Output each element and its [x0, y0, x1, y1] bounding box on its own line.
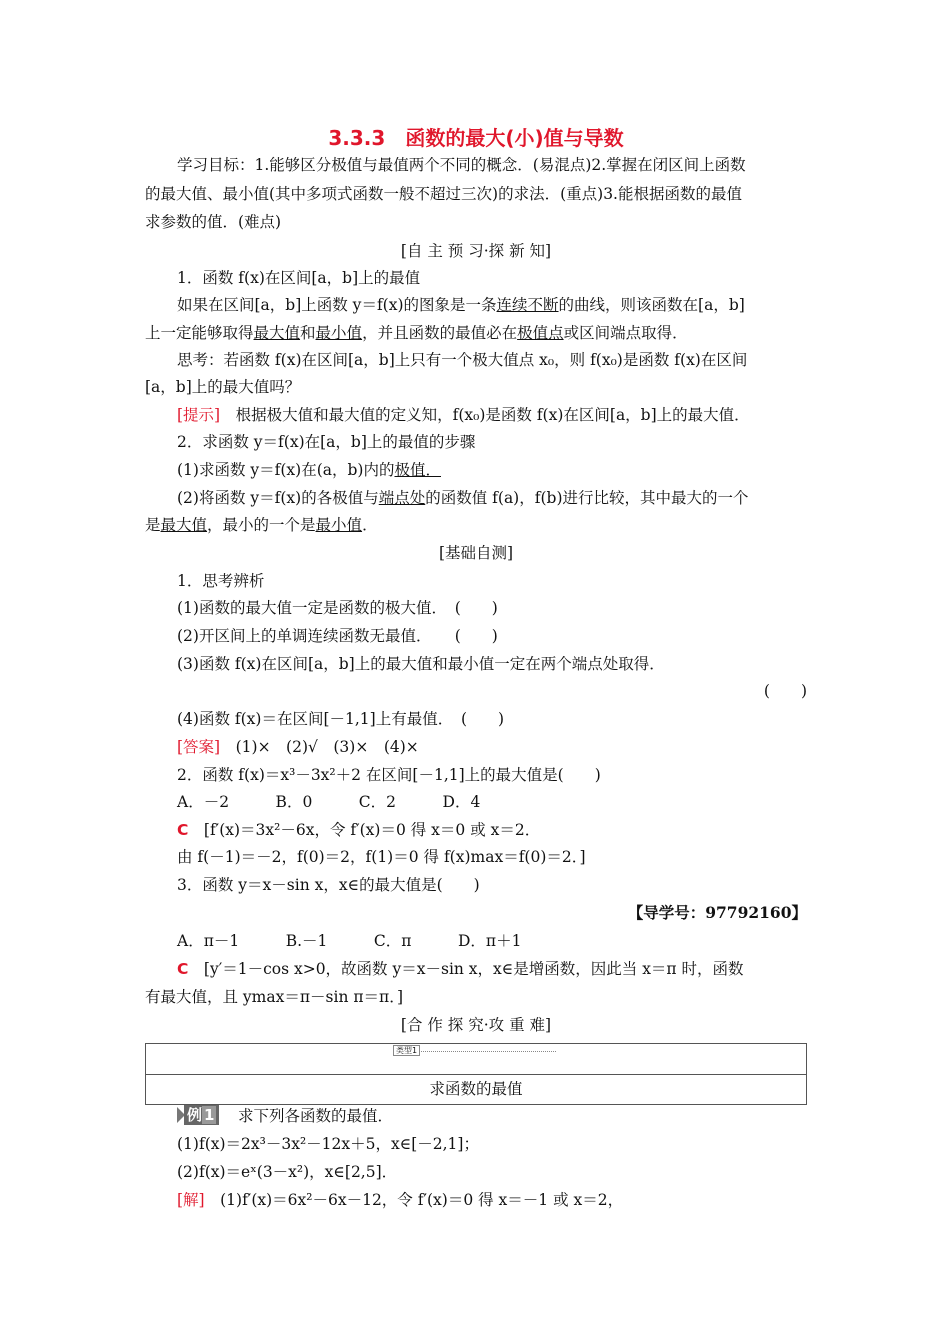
hint-tag: [提示]	[177, 406, 221, 424]
q1-item4: (4)函数 f(x)＝在区间[－1,1]上有最值． ( )	[177, 710, 505, 728]
blank-extreme-point: 极值点	[517, 324, 564, 342]
type-tag: 类型1	[393, 1045, 420, 1056]
type-label: 求函数的最值	[429, 1080, 523, 1098]
think-question-line2: [a，b]上的最大值吗？	[145, 378, 301, 396]
blank-continuous: 连续不断	[496, 296, 559, 314]
point1-heading: 1．函数 f(x)在区间[a，b]上的最值	[177, 269, 421, 287]
q3-guide-number: 【导学号：97792160】	[627, 903, 807, 922]
point1-line2: 上一定能够取得最大值和最小值，并且函数的最值必在极值点或区间端点取得．	[145, 324, 688, 342]
q2-solution-line2: 由 f(－1)＝－2，f(0)＝2，f(1)＝0 得 f(x)max＝f(0)＝2．]	[177, 848, 586, 866]
type-box	[145, 1043, 807, 1105]
q1-item3-bracket: ( )	[763, 682, 807, 700]
point2-step2-cont: 是最大值，最小的一个是最小值．	[145, 516, 378, 534]
q1-item1: (1)函数的最大值一定是函数的极大值． ( )	[177, 599, 498, 617]
example-badge	[177, 1105, 227, 1125]
learning-goals-line1: 学习目标：1.能够区分极值与最值两个不同的概念．(易混点)2.掌握在闭区间上函数	[177, 156, 746, 174]
q2-solution-line1: C [f′(x)＝3x²－6x，令 f′(x)＝0 得 x＝0 或 x＝2．	[177, 821, 541, 839]
example-stem: 求下列各函数的最值．	[238, 1107, 394, 1125]
hint-line: [提示] 根据极大值和最大值的定义知，f(x₀)是函数 f(x)在区间[a，b]上的最大值．	[177, 406, 750, 424]
point2-heading: 2．求函数 y＝f(x)在[a，b]上的最值的步骤	[177, 433, 476, 451]
section-heading-selftest: [基础自测]	[438, 544, 514, 562]
q2-answer-letter: C	[177, 821, 189, 839]
q1-heading: 1．思考辨析	[177, 572, 265, 590]
blank-min-value: 最小值	[315, 516, 363, 534]
blank-max: 最大值	[253, 324, 301, 342]
solution-tag: [解]	[177, 1191, 205, 1209]
q3-solution-line1: C [y′＝1－cos x>0，故函数 y＝x－sin x，x∈是增函数，因此当 x＝π 时，函数	[177, 960, 744, 978]
blank-min: 最小值	[315, 324, 363, 342]
q1-answer: [答案] (1)× (2)√ (3)× (4)×	[177, 738, 419, 756]
think-question-line1: 思考：若函数 f(x)在区间[a，b]上只有一个极大值点 x₀，则 f(x₀)是函数 f(x)在区间	[177, 351, 748, 369]
learning-goals-line2: 的最大值、最小值(其中多项式函数一般不超过三次)的求法．(重点)3.能根据函数的最值	[145, 185, 742, 203]
blank-max-value: 最大值	[160, 516, 208, 534]
q2-stem: 2．函数 f(x)＝x³－3x²＋2 在区间[－1,1]上的最大值是( )	[177, 766, 601, 784]
q3-answer-letter: C	[177, 960, 189, 978]
type-box-divider	[146, 1074, 806, 1075]
example-label: 例	[187, 1106, 203, 1124]
point1-line1: 如果在区间[a，b]上函数 y＝f(x)的图象是一条连续不断的曲线，则该函数在[a，b]	[177, 296, 745, 314]
learning-goals-line3: 求参数的值．(难点)	[145, 213, 282, 231]
example-item2: (2)f(x)＝eˣ(3－x²)，x∈[2,5]．	[177, 1163, 398, 1181]
point2-step2: (2)将函数 y＝f(x)的各极值与端点处的函数值 f(a)，f(b)进行比较，其中最大的一个	[177, 489, 749, 507]
q1-item3: (3)函数 f(x)在区间[a，b]上的最大值和最小值一定在两个端点处取得．	[177, 655, 665, 673]
dotted-rule	[421, 1051, 556, 1052]
section-heading-preview: [自 主 预 习·探 新 知]	[400, 242, 552, 260]
q3-solution-line2: 有最大值，且 ymax＝π－sin π＝π．]	[145, 988, 404, 1006]
point2-step1: (1)求函数 y＝f(x)在(a，b)内的极值．	[177, 461, 441, 479]
q2-options: A．－2 B．0 C．2 D．4	[177, 793, 481, 811]
example-number: 1	[204, 1106, 215, 1124]
page-title: 3.3.3 函数的最大(小)值与导数	[328, 126, 624, 150]
example-solution: [解] (1)f′(x)＝6x²－6x－12，令 f′(x)＝0 得 x＝－1 或 x＝2，	[177, 1191, 624, 1209]
example-item1: (1)f(x)＝2x³－3x²－12x＋5，x∈[－2,1]；	[177, 1135, 479, 1153]
q3-stem: 3．函数 y＝x－sin x，x∈的最大值是( )	[177, 876, 480, 894]
q1-item2: (2)开区间上的单调连续函数无最值． ( )	[177, 627, 498, 645]
answer-tag: [答案]	[177, 738, 221, 756]
q3-options: A．π－1 B.－1 C．π D．π＋1	[177, 932, 522, 950]
blank-endpoint: 端点处	[378, 489, 426, 507]
section-heading-explore: [合 作 探 究·攻 重 难]	[400, 1016, 552, 1034]
blank-extremum: 极值．	[394, 461, 441, 479]
